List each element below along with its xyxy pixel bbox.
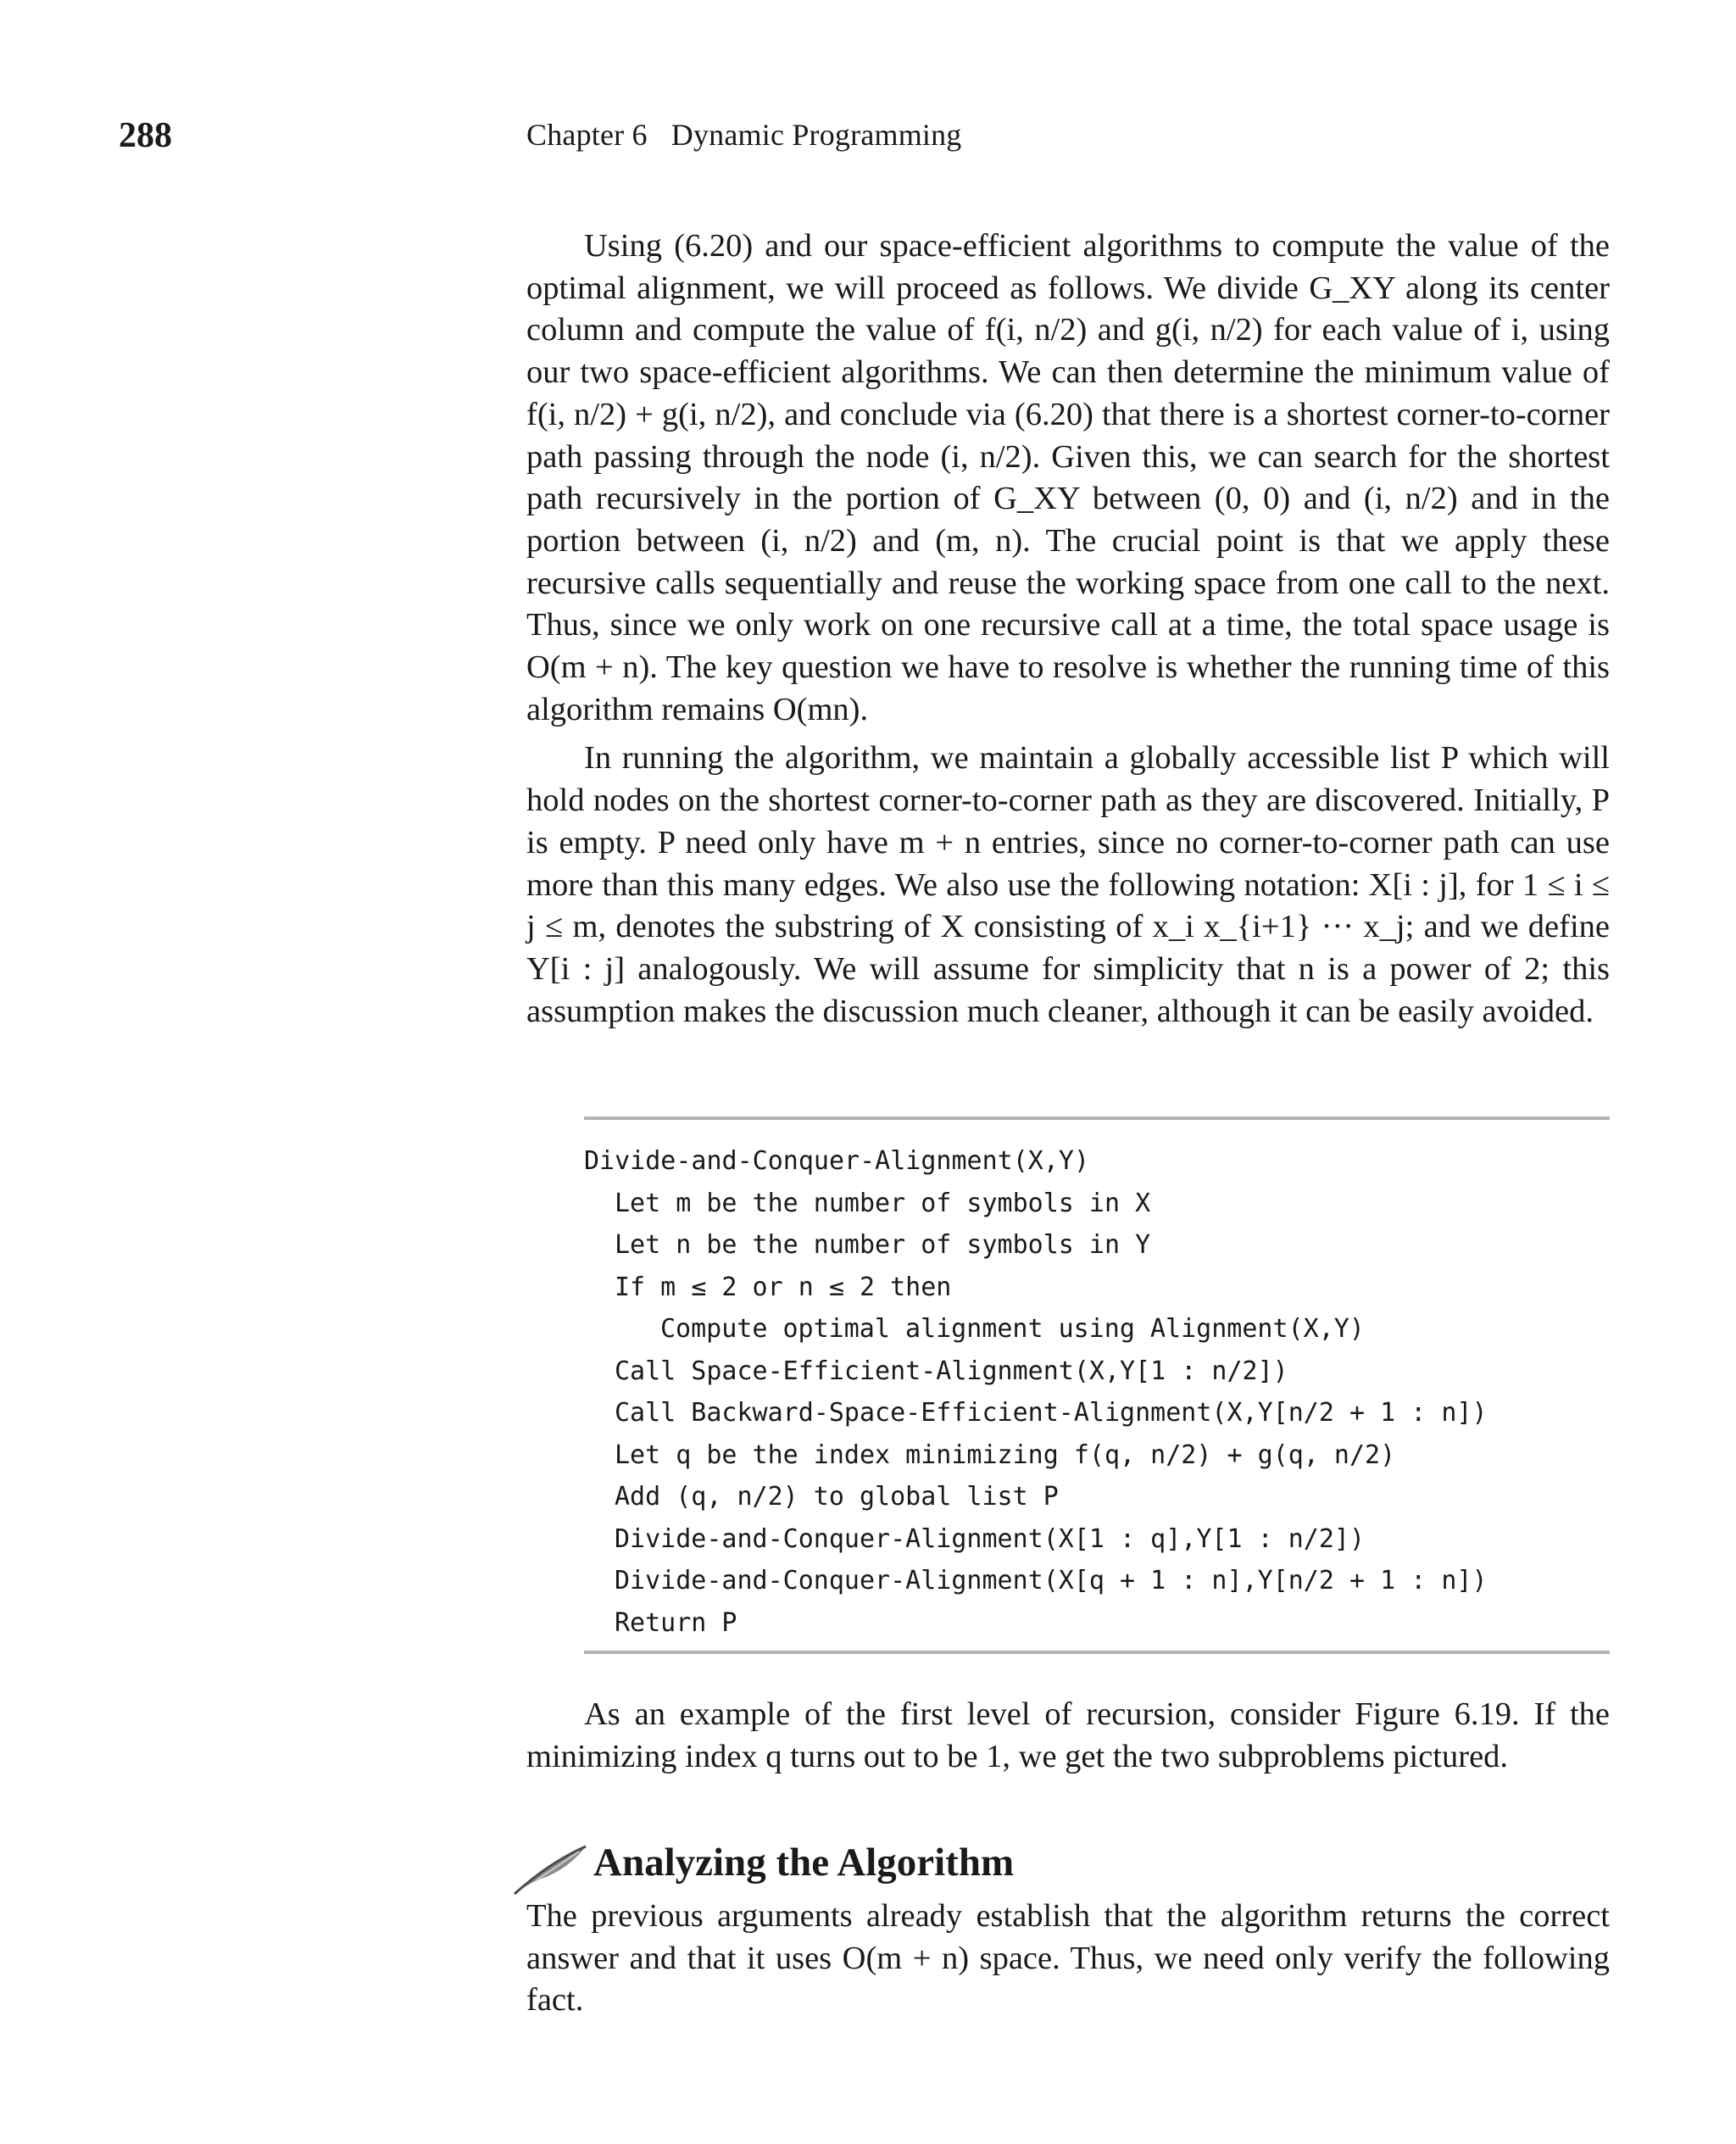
body-top bbox=[526, 226, 1610, 1033]
section-title: Analyzing the Algorithm bbox=[593, 1840, 1015, 1885]
paragraph: As an example of the first level of recursion, consider Figure 6.19. If the minimizing index q turns out to be 1, we get the two subproblems pictured. bbox=[526, 1696, 1610, 1774]
paragraph: Using (6.20) and our space-efficient algorithms to compute the value of the optimal alignment, we will proceed as follows. We divide G_XY along its center column and compute the value of f(i, n/2) and g(i, n/2) for each value of i, using our two space-efficient algorithms. We can then determine the minimum value of f(i, n/2) + g(i, n/2), and conclude via (6.20) that there is a shortest corner-to-corner path passing through the node (i, n/2). Given this, we can search for the shortest path recursively in the portion of G_XY between (0, 0) and (i, n/2) and in the portion between (i, n/2) and (m, n). The crucial point is that we apply these recursive calls sequentially and reuse the working space from one call to the next. Thus, since we only work on one recursive call at a time, the total space usage is O(m + n). The key question we have to resolve is whether the running time of this algorithm remains O(mn). bbox=[526, 228, 1610, 727]
algorithm-line: Compute optimal alignment using Alignment(X,Y) bbox=[660, 1314, 1365, 1344]
paragraph: In running the algorithm, we maintain a globally accessible list P which will hold nodes on the shortest corner-to-corner path as they are discovered. Initially, P is empty. P need only have m + n entries, since no corner-to-corner path can use more than this many edges. We also use the following notation: X[i : j], for 1 ≤ i ≤ j ≤ m, denotes the substring of X consisting of x_i x_{i+1} ··· x_j; and we define Y[i : j] analogously. We will assume for simplicity that n is a power of 2; this assumption makes the discussion much cleaner, although it can be easily avoided. bbox=[526, 740, 1610, 1029]
quill-pen-icon bbox=[511, 1841, 589, 1897]
algorithm-line: Add (q, n/2) to global list P bbox=[615, 1482, 1059, 1512]
algorithm-line: Divide-and-Conquer-Alignment(X[1 : q],Y[1 : n/2]) bbox=[615, 1523, 1366, 1554]
running-head bbox=[526, 117, 962, 153]
algorithm-line: Return P bbox=[615, 1607, 737, 1638]
algorithm-line: Divide-and-Conquer-Alignment(X,Y) bbox=[584, 1146, 1090, 1176]
paragraph: The previous arguments already establish that the algorithm returns the correct answer and that it uses O(m + n) space. Thus, we need only verify the following fact. bbox=[526, 1898, 1610, 2019]
algorithm-line: Call Backward-Space-Efficient-Alignment(X,Y[n/2 + 1 : n]) bbox=[615, 1398, 1488, 1428]
algorithm-line: Divide-and-Conquer-Alignment(X[q + 1 : n],Y[n/2 + 1 : n]) bbox=[615, 1566, 1488, 1595]
algorithm-line: Call Space-Efficient-Alignment(X,Y[1 : n/2]) bbox=[615, 1356, 1288, 1386]
chapter-title: Dynamic Programming bbox=[670, 118, 962, 152]
algorithm-line: Let q be the index minimizing f(q, n/2) + g(q, n/2) bbox=[615, 1440, 1396, 1470]
body-bottom bbox=[526, 1896, 1610, 2022]
chapter-label: Chapter 6 bbox=[526, 118, 648, 152]
algorithm-line: If m ≤ 2 or n ≤ 2 then bbox=[615, 1272, 952, 1302]
algorithm-lines bbox=[584, 1140, 1610, 1644]
algorithm-box bbox=[584, 1117, 1610, 1654]
algorithm-line: Let m be the number of symbols in X bbox=[615, 1188, 1151, 1218]
body-middle bbox=[526, 1694, 1610, 1778]
page-number: 288 bbox=[119, 116, 172, 155]
algorithm-line: Let n be the number of symbols in Y bbox=[615, 1230, 1151, 1260]
